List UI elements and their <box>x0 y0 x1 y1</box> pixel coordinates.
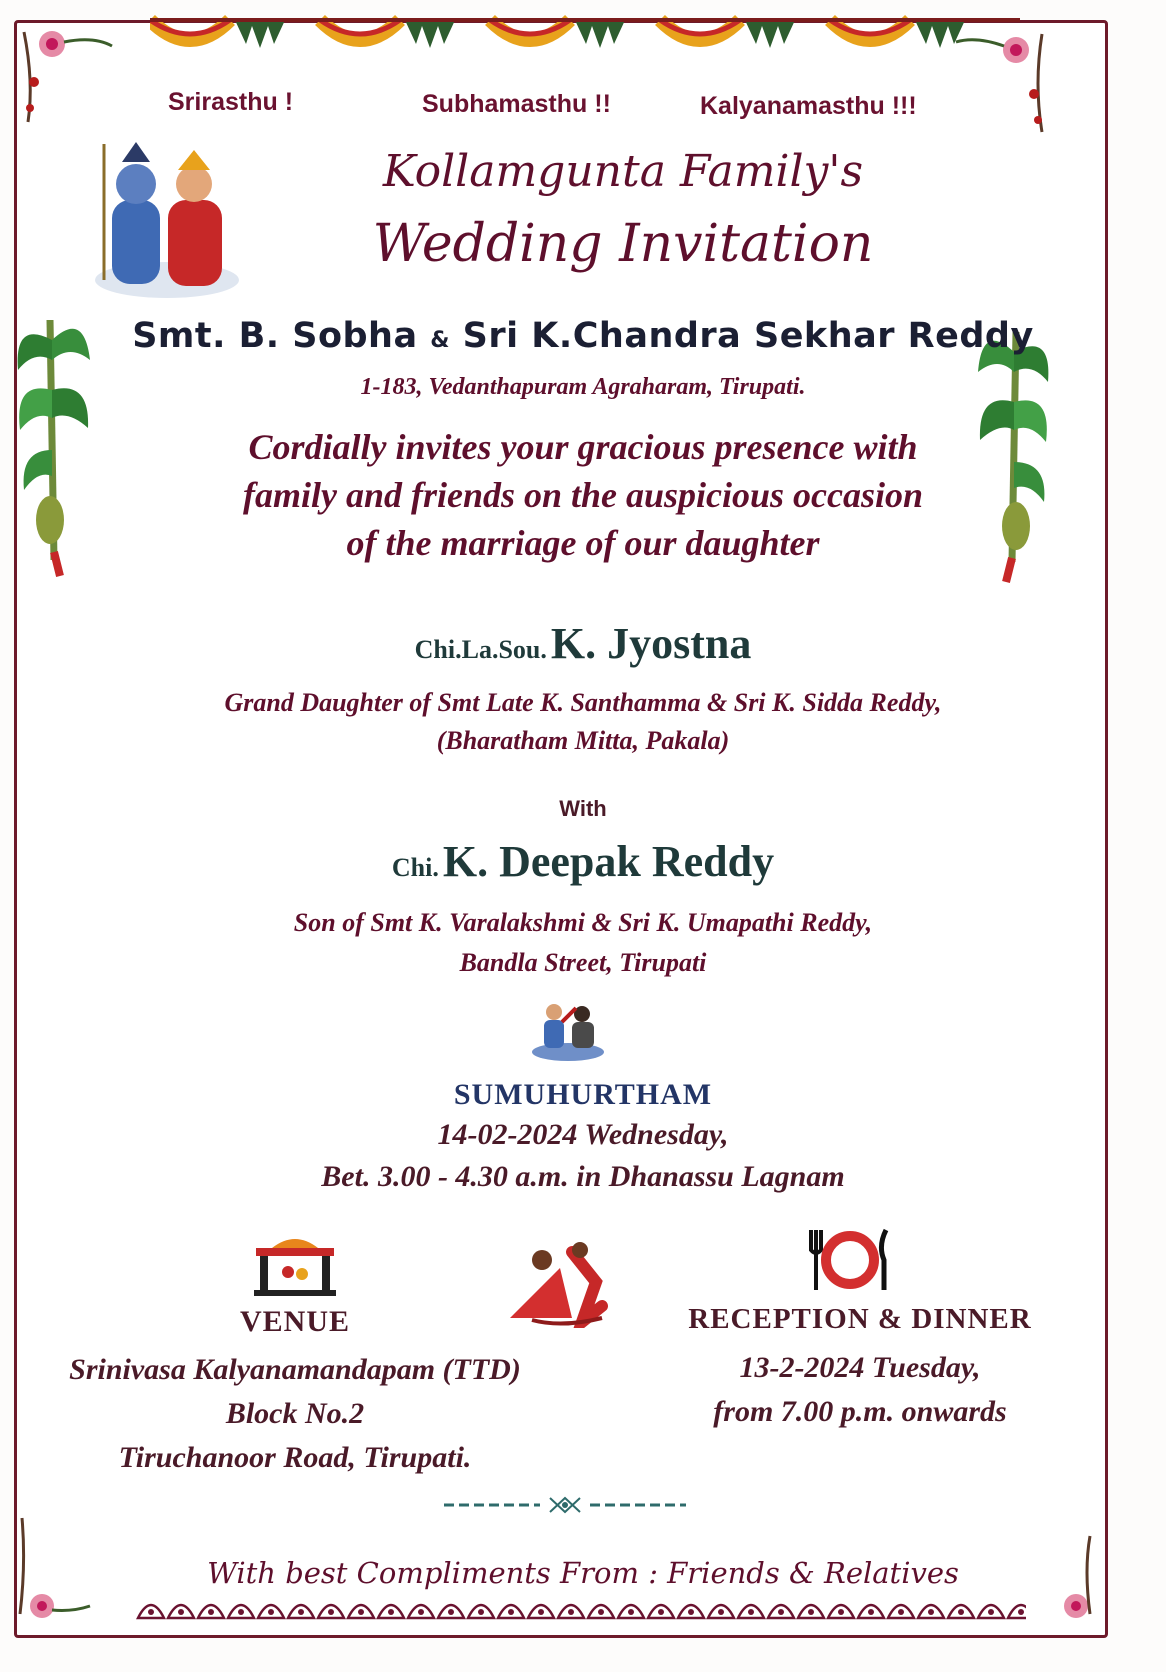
blessing-kalyanamasthu: Kalyanamasthu !!! <box>700 92 917 120</box>
ornament-divider <box>440 1494 690 1516</box>
invitation-line-3: of the marriage of our daughter <box>346 523 820 563</box>
invitation-line-2: family and friends on the auspicious occasion <box>242 475 924 515</box>
muhurtham-date: 14-02-2024 Wednesday, <box>437 1118 729 1151</box>
bride-name-line <box>0 618 1166 669</box>
reception-heading: RECEPTION & DINNER <box>688 1303 1032 1335</box>
compliments-footer: With best Compliments From : Friends & Relatives <box>207 1556 959 1590</box>
ampersand: & <box>430 328 450 353</box>
flower-corner-top-right <box>946 24 1056 138</box>
groom-name: K. Deepak Reddy <box>442 837 775 886</box>
flower-corner-top-left <box>14 22 124 132</box>
bride-grandparents: Grand Daughter of Smt Late K. Santhamma & Sri K. Sidda Reddy, <box>224 688 942 717</box>
family-title: Kollamgunta Family's <box>382 146 864 197</box>
venue-line-2: Block No.2 <box>225 1397 365 1430</box>
sumuhurtham-heading: SUMUHURTHAM <box>453 1078 713 1111</box>
groom-prefix: Chi. <box>391 853 439 882</box>
mother-name: Smt. B. Sobha <box>132 316 418 356</box>
invitation-line-1: Cordially invites your gracious presence with <box>248 427 918 467</box>
venue-line-1: Srinivasa Kalyanamandapam (TTD) <box>69 1353 521 1386</box>
bride-name: K. Jyostna <box>550 619 752 668</box>
toran-garland <box>150 14 1020 60</box>
venue-line-3: Tiruchanoor Road, Tirupati. <box>118 1441 472 1474</box>
invitation-title: Wedding Invitation <box>372 214 874 274</box>
dancing-couple-icon <box>502 1242 618 1328</box>
groom-name-line <box>0 836 1166 887</box>
reception-date: 13-2-2024 Tuesday, <box>739 1351 981 1384</box>
parents-address: 1-183, Vedanthapuram Agraharam, Tirupati. <box>360 374 806 400</box>
venue-heading: VENUE <box>239 1305 350 1338</box>
bride-prefix: Chi.La.Sou. <box>414 635 547 664</box>
with-label: With <box>559 796 607 821</box>
bride-place: (Bharatham Mitta, Pakala) <box>436 726 730 755</box>
plate-cutlery-icon <box>808 1226 894 1296</box>
scallop-border <box>136 1594 1026 1622</box>
groom-parents: Son of Smt K. Varalakshmi & Sri K. Umapathi Reddy, <box>293 908 873 937</box>
father-name: Sri K.Chandra Sekhar Reddy <box>462 316 1034 356</box>
venue-mandapam-icon <box>250 1234 340 1298</box>
muhurtham-time: Bet. 3.00 - 4.30 a.m. in Dhanassu Lagnam <box>321 1160 845 1193</box>
wedding-couple-icon <box>528 998 608 1062</box>
groom-place: Bandla Street, Tirupati <box>459 948 707 977</box>
blessing-srirasthu: Srirasthu ! <box>168 88 294 116</box>
blessing-subhamasthu: Subhamasthu !! <box>422 90 611 118</box>
parents-names <box>0 316 1166 356</box>
reception-time: from 7.00 p.m. onwards <box>713 1395 1007 1428</box>
